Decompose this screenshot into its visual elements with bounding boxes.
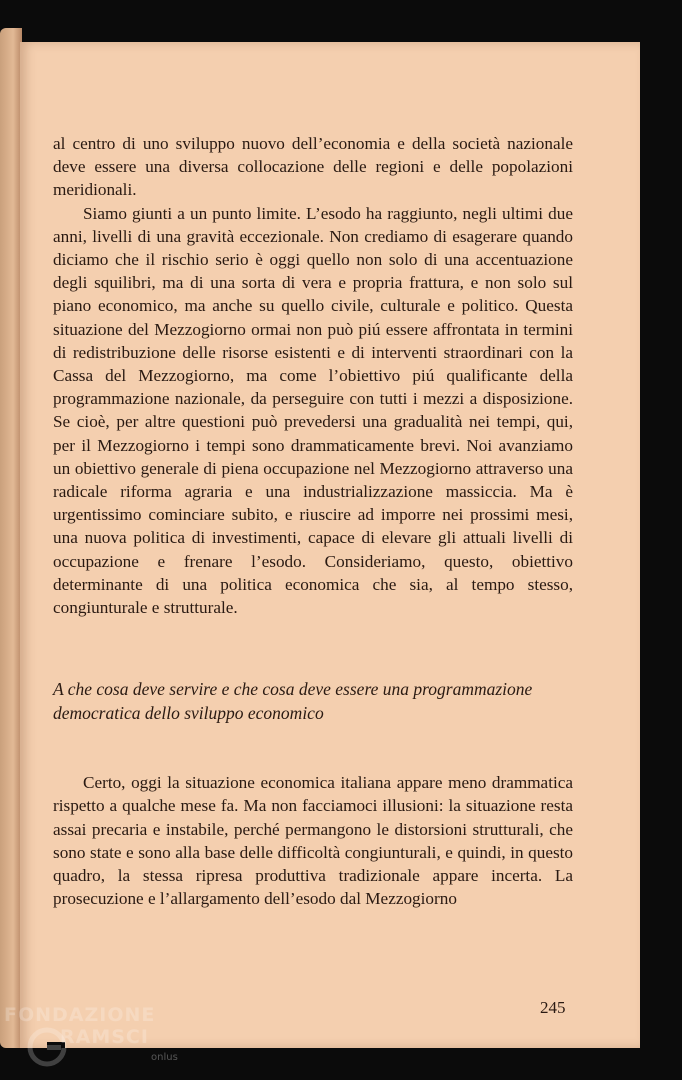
- book-page: [20, 42, 640, 1048]
- watermark-line3: onlus: [151, 1052, 178, 1063]
- paragraph-body: Siamo giunti a un punto limite. L’esodo ha raggiunto, negli ultimi due anni, livelli di una gravità eccezionale. Non crediamo di esagerare quando diciamo che il rischio serio è oggi quello non solo di una accentuazione degli squilibri, ma di una sorta di vera e propria frattura, e non solo sul piano economico, ma anche su quello civile, culturale e politico. Questa situazione del Mezzogiorno ormai non può piú essere affrontata in termini di redistribuzione delle risorse esistenti e di interventi straordinari con la Cassa del Mezzogiorno, ma come l’obiettivo piú qualificante della programmazione nazionale, da perseguire con tutti i mezzi a disposizione. Se cioè, per altre questioni può prevedersi una gradualità nei tempi, qui, per il Mezzogiorno i tempi sono drammaticamente brevi. Noi avanziamo un obiettivo generale di piena occupazione nel Mezzogiorno attraverso una radicale riforma agraria e una industrializzazione massiccia. Ma è urgentissimo cominciare subito, e riuscire ad imporre nei prossimi mesi, una nuova politica di investimenti, capace di elevare gli attuali livelli di occupazione e frenare l’esodo. Consideriamo, questo, obiettivo determinante di una politica economica che sia, al tempo stesso, congiunturale e strutturale.: [53, 203, 573, 618]
- fondazione-gramsci-watermark: [4, 1004, 178, 1074]
- paragraph-section: Certo, oggi la situazione economica italiana appare meno drammatica rispetto a qualche mese fa. Ma non facciamoci illusioni: la situazione resta assai precaria e instabile, perché permangono le distorsioni strutturali, che sono state e sono alla base delle difficoltà congiunturali, e quindi, in questo quadro, la stessa ripresa produttiva tradizionale appare incerta. La prosecuzione e l’allargamento dell’esodo dal Mezzogiorno: [53, 773, 573, 909]
- page-number: 245: [540, 998, 566, 1017]
- watermark-line2: RAMSCI: [60, 1026, 149, 1048]
- watermark-line1: FONDAZIONE: [4, 1004, 156, 1026]
- section-heading: A che cosa deve servire e che cosa deve essere una programmazione democratica dello sviluppo economico: [53, 679, 533, 724]
- page-text: [53, 132, 573, 910]
- paragraph-continuation: al centro di uno sviluppo nuovo dell’economia e della società nazionale deve essere una diversa collocazione delle regioni e delle popolazioni meridionali.: [53, 134, 573, 200]
- left-page-edge: [0, 28, 22, 1048]
